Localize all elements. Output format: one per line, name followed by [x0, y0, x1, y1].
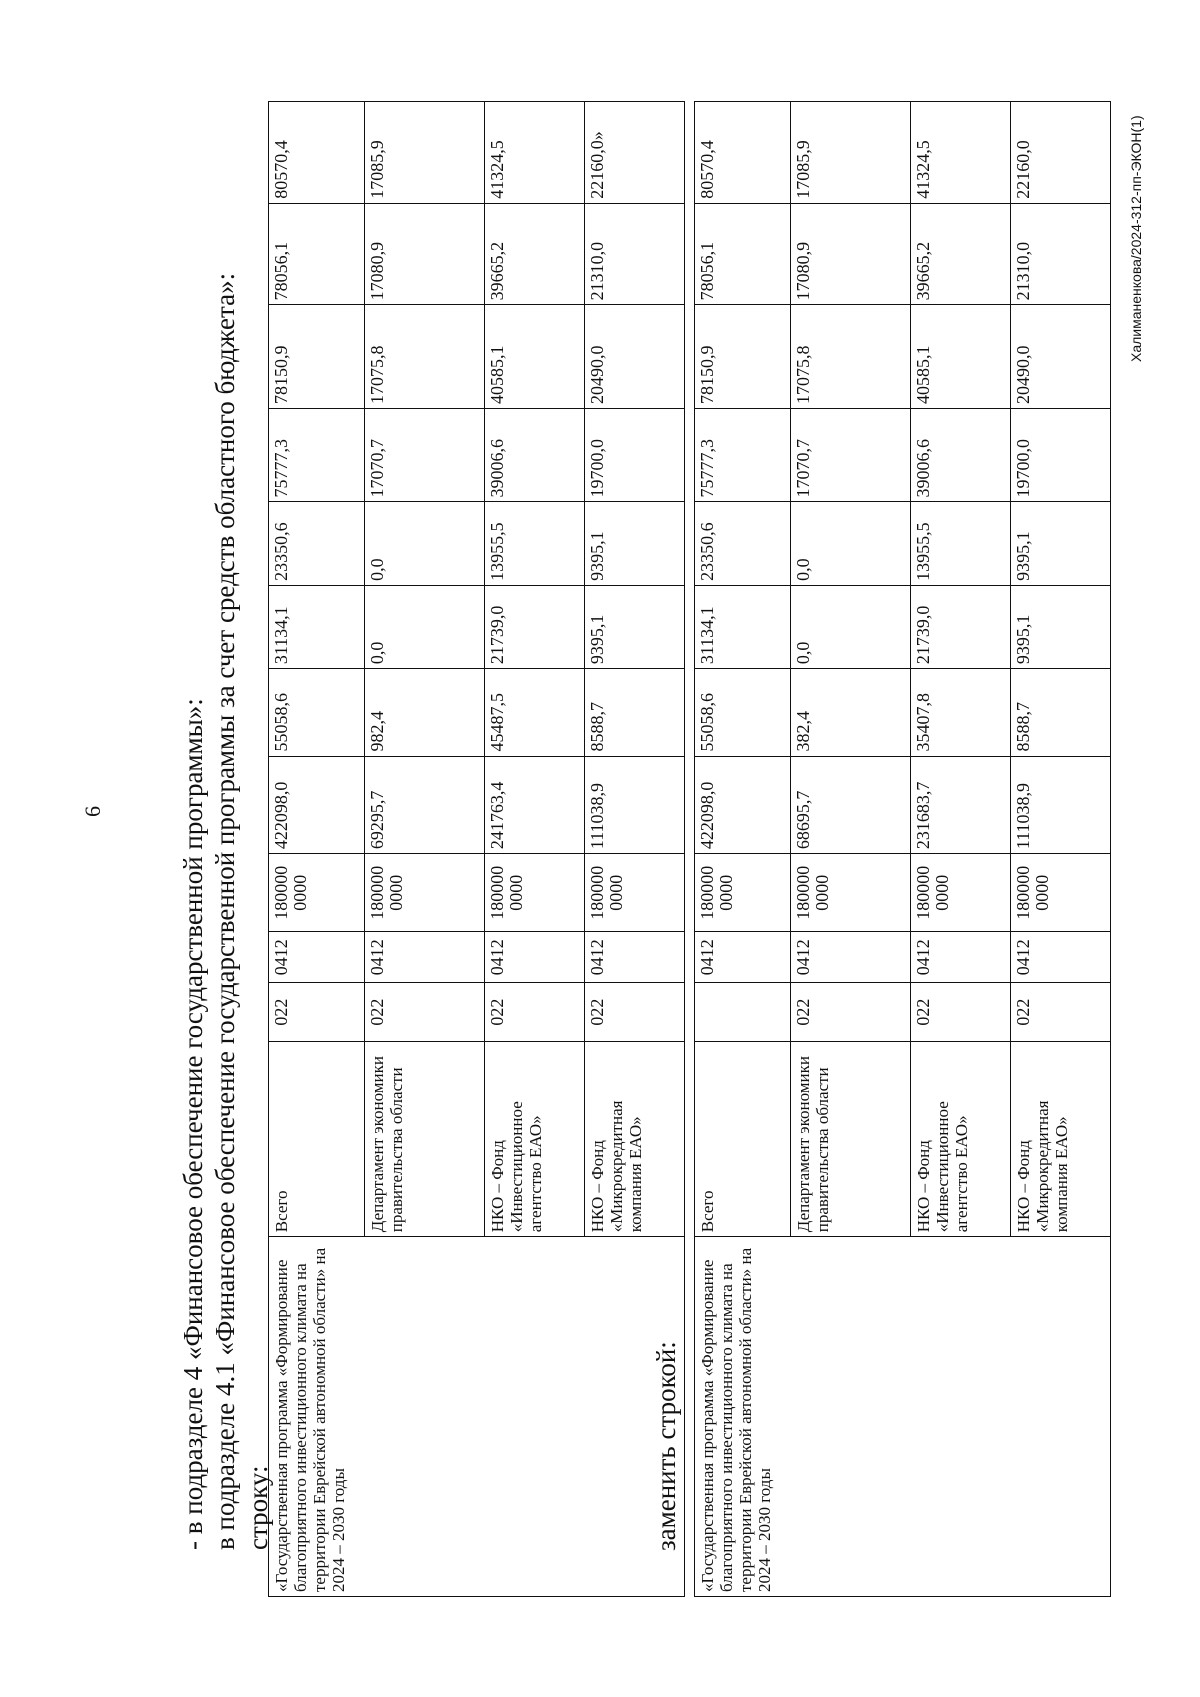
amount-cell: 17080,9	[791, 203, 911, 305]
amount-cell: 0,0	[365, 585, 485, 668]
old-table-body	[269, 102, 685, 1597]
amount-cell: 9395,1	[1011, 502, 1111, 585]
amount-cell: 68695,7	[791, 756, 911, 854]
amount-cell: 41324,5	[485, 102, 585, 204]
amount-cell: 241763,4	[485, 756, 585, 854]
amount-cell: 39006,6	[911, 409, 1011, 503]
target-article-cell: 180000 0000	[485, 854, 585, 932]
target-article-cell: 180000 0000	[1011, 854, 1111, 932]
grbs-code-cell: 022	[585, 983, 685, 1042]
target-article-cell: 180000 0000	[911, 854, 1011, 932]
amount-cell: 40585,1	[485, 305, 585, 409]
grbs-code-cell: 022	[485, 983, 585, 1042]
amount-cell: 422098,0	[695, 756, 791, 854]
amount-cell: 17070,7	[365, 409, 485, 503]
amount-cell: 78150,9	[695, 305, 791, 409]
amount-cell: 45487,5	[485, 669, 585, 756]
amount-cell: 9395,1	[585, 585, 685, 668]
program-name-cell: «Государственная программа «Формирование благоприятного инвестиционного климата на территории Еврейской автономной области» на 2024 – 2030 годы	[695, 1237, 1111, 1597]
amount-cell: 23350,6	[695, 502, 791, 585]
document-code: Халиманенкова/2024-312-пп-ЭКОН(1)	[1128, 115, 1144, 362]
executor-cell: НКО – Фонд «Микрокредитная компания ЕАО»	[585, 1042, 685, 1237]
target-article-cell: 180000 0000	[695, 854, 791, 932]
amount-cell: 422098,0	[269, 756, 365, 854]
replace-label: заменить строкой:	[651, 1341, 681, 1551]
target-article-cell: 180000 0000	[585, 854, 685, 932]
intro-line-row-label: строку:	[243, 1465, 273, 1550]
intro-line-subsection-4: - в подразделе 4 «Финансовое обеспечение государственной программы»:	[178, 698, 208, 1550]
amount-cell: 13955,5	[485, 502, 585, 585]
amount-cell: 20490,0	[585, 305, 685, 409]
old-row-table	[268, 101, 685, 1597]
executor-cell: НКО – Фонд «Инвестиционное агентство ЕАО»	[485, 1042, 585, 1237]
executor-cell: НКО – Фонд «Микрокредитная компания ЕАО»	[1011, 1042, 1111, 1237]
executor-cell: НКО – Фонд «Инвестиционное агентство ЕАО»	[911, 1042, 1011, 1237]
amount-cell: 19700,0	[585, 409, 685, 503]
amount-cell: 78056,1	[695, 203, 791, 305]
amount-cell: 31134,1	[695, 585, 791, 668]
amount-cell: 0,0	[365, 502, 485, 585]
amount-cell: 9395,1	[585, 502, 685, 585]
amount-cell: 22160,0	[1011, 102, 1111, 204]
amount-cell: 231683,7	[911, 756, 1011, 854]
amount-cell: 80570,4	[269, 102, 365, 204]
amount-cell: 111038,9	[585, 756, 685, 854]
target-article-cell: 180000 0000	[365, 854, 485, 932]
amount-cell: 0,0	[791, 502, 911, 585]
executor-cell: Всего	[269, 1042, 365, 1237]
amount-cell: 21310,0	[585, 203, 685, 305]
amount-cell: 31134,1	[269, 585, 365, 668]
amount-cell: 17075,8	[365, 305, 485, 409]
amount-cell: 41324,5	[911, 102, 1011, 204]
amount-cell: 9395,1	[1011, 585, 1111, 668]
rzpr-code-cell: 0412	[485, 932, 585, 983]
amount-cell: 21310,0	[1011, 203, 1111, 305]
amount-cell: 382,4	[791, 669, 911, 756]
amount-cell: 23350,6	[269, 502, 365, 585]
amount-cell: 40585,1	[911, 305, 1011, 409]
amount-cell: 78056,1	[269, 203, 365, 305]
amount-cell: 39665,2	[911, 203, 1011, 305]
amount-cell: 69295,7	[365, 756, 485, 854]
amount-cell: 75777,3	[695, 409, 791, 503]
grbs-code-cell: 022	[791, 983, 911, 1042]
amount-cell: 13955,5	[911, 502, 1011, 585]
amount-cell: 17080,9	[365, 203, 485, 305]
grbs-code-cell: 022	[269, 983, 365, 1042]
grbs-code-cell: 022	[365, 983, 485, 1042]
rzpr-code-cell: 0412	[365, 932, 485, 983]
amount-cell: 20490,0	[1011, 305, 1111, 409]
amount-cell: 80570,4	[695, 102, 791, 204]
amount-cell: 22160,0»	[585, 102, 685, 204]
rzpr-code-cell: 0412	[1011, 932, 1111, 983]
table-row	[269, 102, 365, 1597]
amount-cell: 17070,7	[791, 409, 911, 503]
amount-cell: 17085,9	[365, 102, 485, 204]
rzpr-code-cell: 0412	[585, 932, 685, 983]
grbs-code-cell: 022	[911, 983, 1011, 1042]
amount-cell: 75777,3	[269, 409, 365, 503]
amount-cell: 17075,8	[791, 305, 911, 409]
grbs-code-cell	[695, 983, 791, 1042]
new-table-body	[695, 102, 1111, 1597]
rzpr-code-cell: 0412	[791, 932, 911, 983]
amount-cell: 111038,9	[1011, 756, 1111, 854]
amount-cell: 19700,0	[1011, 409, 1111, 503]
amount-cell: 21739,0	[911, 585, 1011, 668]
table-row	[695, 102, 791, 1597]
executor-cell: Всего	[695, 1042, 791, 1237]
amount-cell: 39665,2	[485, 203, 585, 305]
executor-cell: Департамент экономики правительства области	[791, 1042, 911, 1237]
executor-cell: Департамент экономики правительства области	[365, 1042, 485, 1237]
amount-cell: 35407,8	[911, 669, 1011, 756]
amount-cell: 8588,7	[585, 669, 685, 756]
amount-cell: 8588,7	[1011, 669, 1111, 756]
new-row-table	[694, 101, 1111, 1597]
program-name-cell: «Государственная программа «Формирование благоприятного инвестиционного климата на территории Еврейской автономной области» на 2024 – 2030 годы	[269, 1237, 685, 1597]
amount-cell: 55058,6	[695, 669, 791, 756]
amount-cell: 78150,9	[269, 305, 365, 409]
amount-cell: 17085,9	[791, 102, 911, 204]
amount-cell: 982,4	[365, 669, 485, 756]
rzpr-code-cell: 0412	[695, 932, 791, 983]
rzpr-code-cell: 0412	[269, 932, 365, 983]
amount-cell: 39006,6	[485, 409, 585, 503]
page-number: 6	[80, 806, 105, 817]
target-article-cell: 180000 0000	[791, 854, 911, 932]
rzpr-code-cell: 0412	[911, 932, 1011, 983]
amount-cell: 55058,6	[269, 669, 365, 756]
intro-line-subsection-4-1: в подразделе 4.1 «Финансовое обеспечение государственной программы за счет средств областного бюджета»:	[210, 272, 240, 1550]
grbs-code-cell: 022	[1011, 983, 1111, 1042]
target-article-cell: 180000 0000	[269, 854, 365, 932]
amount-cell: 21739,0	[485, 585, 585, 668]
amount-cell: 0,0	[791, 585, 911, 668]
